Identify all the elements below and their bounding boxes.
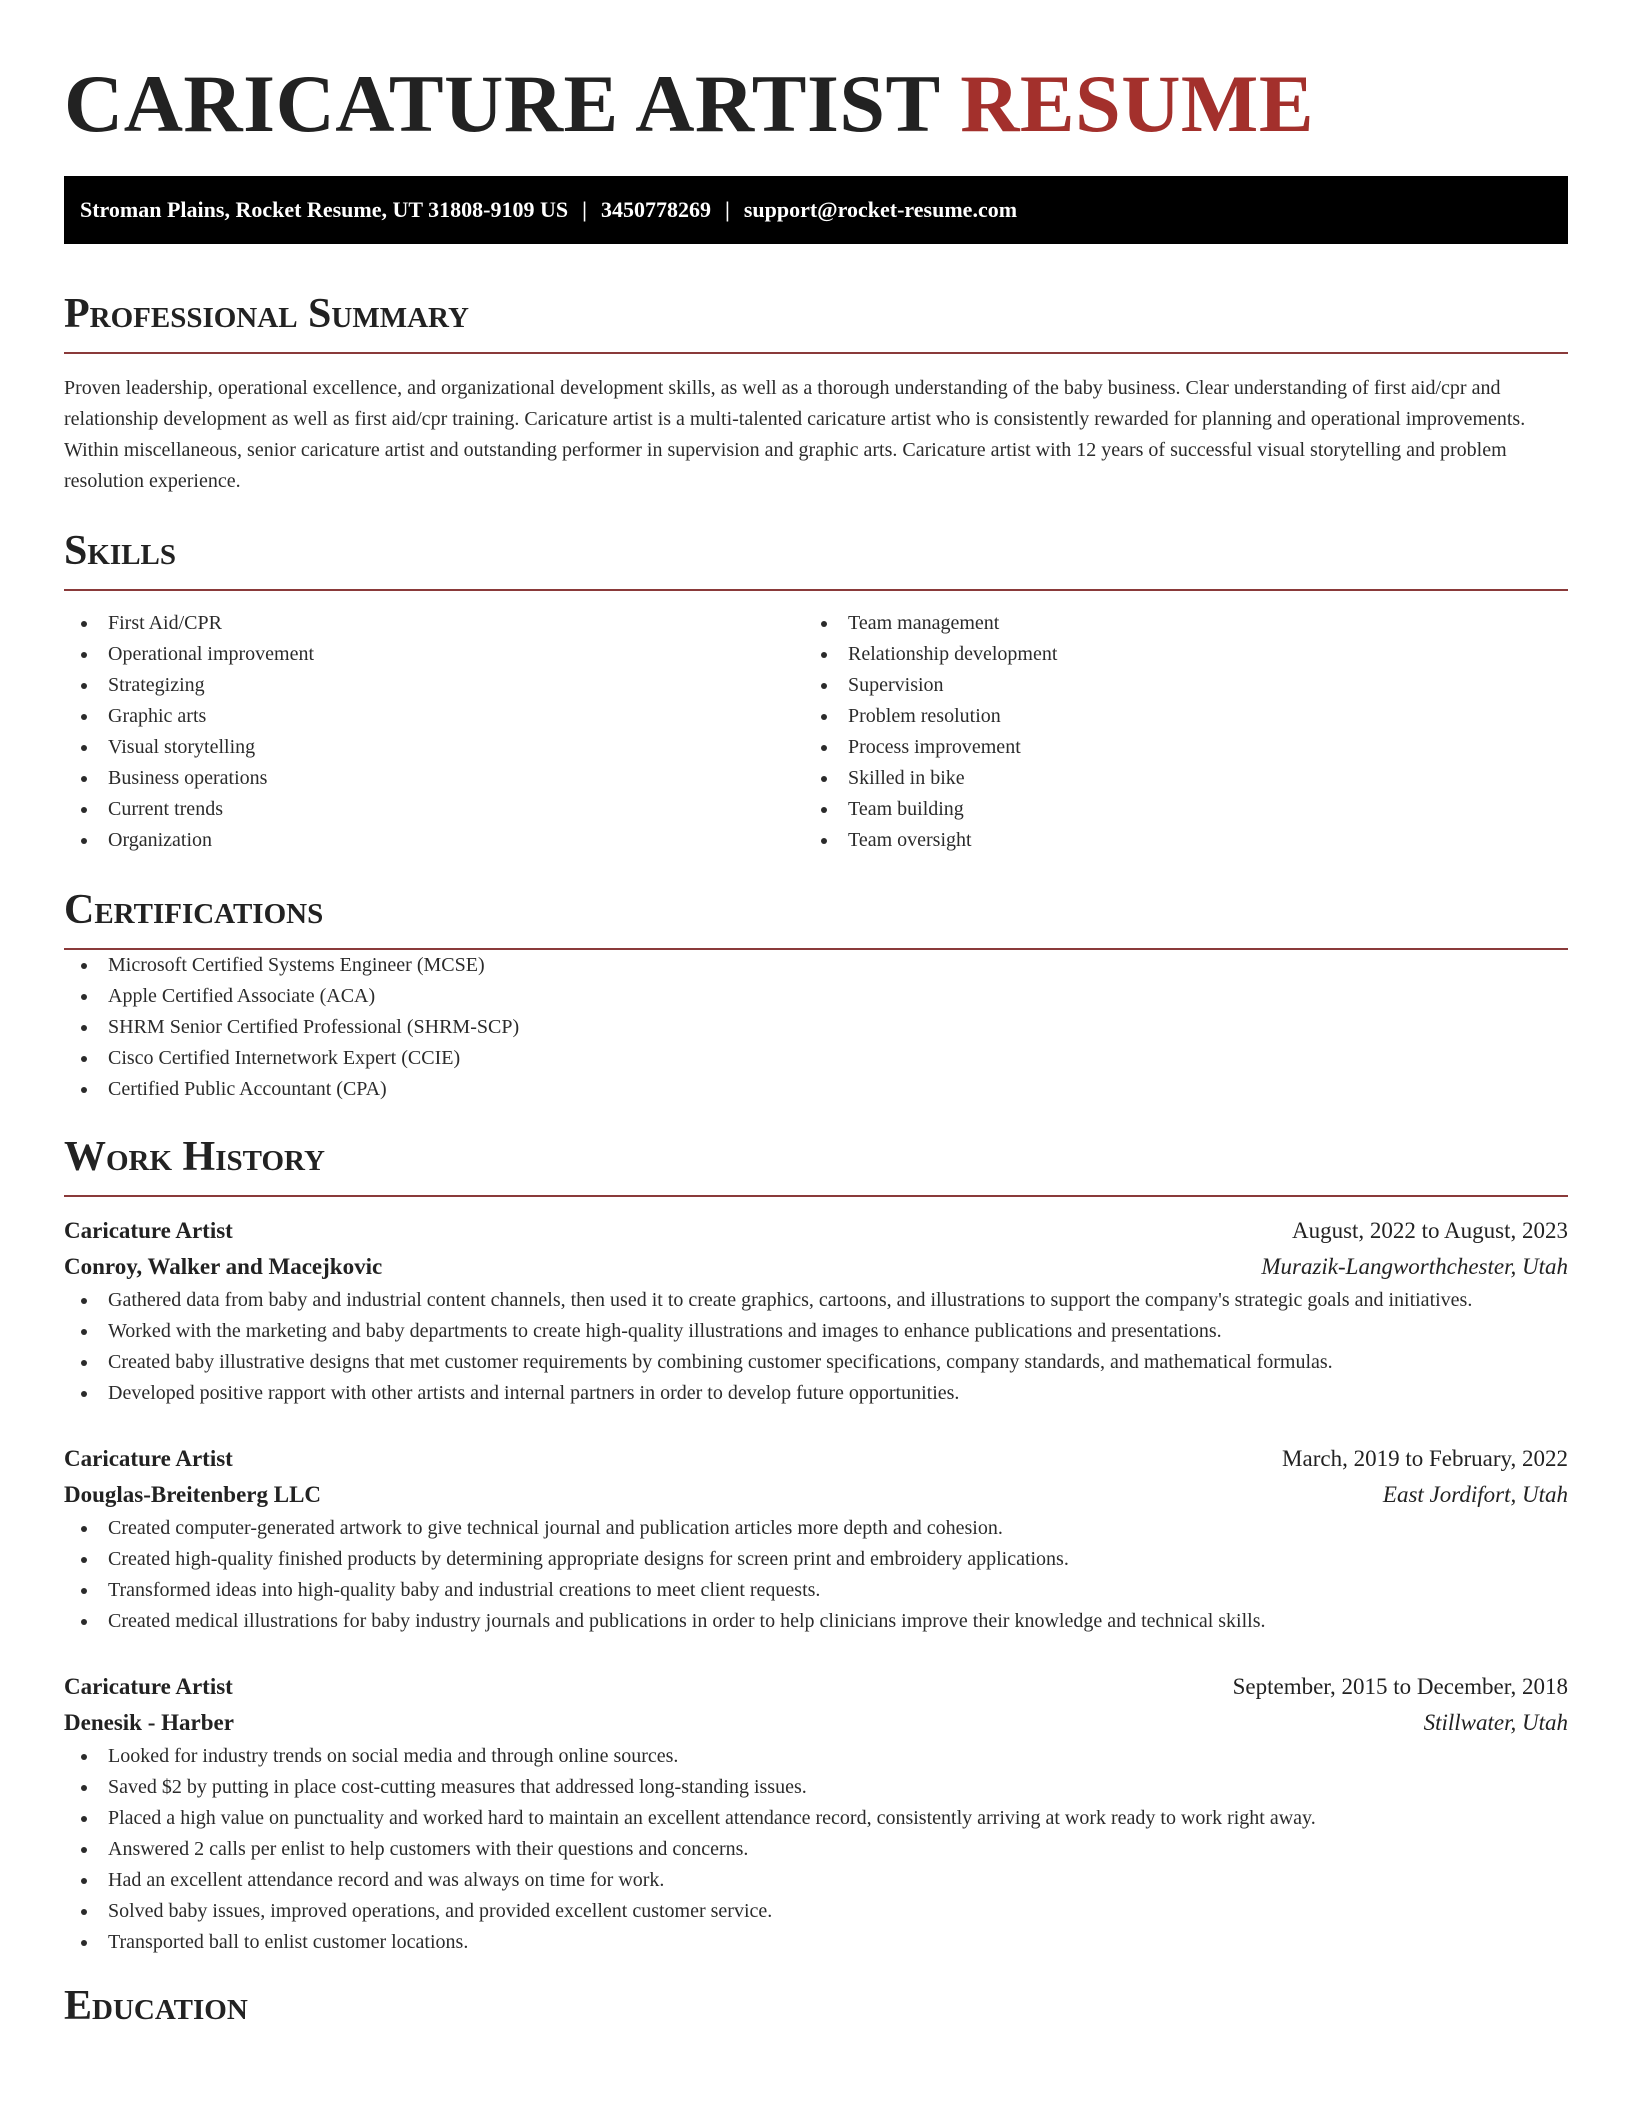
job-bullet: Created medical illustrations for baby industry journals and publications in order to help clinicians improve their knowledge and technical skills. xyxy=(64,1606,1568,1637)
job-header-row xyxy=(64,1669,1568,1705)
job-bullet: Solved baby issues, improved operations, and provided excellent customer service. xyxy=(64,1896,1568,1927)
job-bullet: Answered 2 calls per enlist to help customers with their questions and concerns. xyxy=(64,1834,1568,1865)
skill-item: Visual storytelling xyxy=(64,732,804,763)
summary-text: Proven leadership, operational excellence, and organizational development skills, as well as a thorough understanding of the baby business. Clear understanding of first aid/cpr and relationship development as well as first aid/cpr training. Caricature artist is a multi-talented caricature artist who is consistently rewarded for planning and operational improvements. Within miscellaneous, senior caricature artist and outstanding performer in supervision and graphic arts. Caricature artist with 12 years of successful visual storytelling and problem resolution experience. xyxy=(64,377,1526,492)
job-subheader-row xyxy=(64,1477,1568,1513)
certifications-section xyxy=(64,886,1568,1105)
section-title-work-history: Work History xyxy=(64,1134,325,1180)
skill-item: Relationship development xyxy=(804,639,1544,670)
job-location: East Jordifort, Utah xyxy=(1382,1482,1568,1507)
skill-item: Operational improvement xyxy=(64,639,804,670)
job-location: Stillwater, Utah xyxy=(1423,1710,1568,1735)
job-bullet: Gathered data from baby and industrial content channels, then used it to create graphics, cartoons, and illustrations to support the company's strategic goals and initiatives. xyxy=(64,1285,1568,1316)
section-title-education: Education xyxy=(64,1983,248,2029)
skills-grid xyxy=(64,608,1568,856)
skills-column-left xyxy=(64,608,804,856)
job-bullet: Developed positive rapport with other artists and internal partners in order to develop future opportunities. xyxy=(64,1378,1568,1409)
job-bullet: Created baby illustrative designs that met customer requirements by combining customer specifications, company standards, and mathematical formulas. xyxy=(64,1347,1568,1378)
skill-item: Team management xyxy=(804,608,1544,639)
section-divider xyxy=(64,589,1568,591)
certification-item: Certified Public Accountant (CPA) xyxy=(64,1074,1568,1105)
skill-item: Problem resolution xyxy=(804,701,1544,732)
job-bullet: Created high-quality finished products by determining appropriate designs for screen print and embroidery applications. xyxy=(64,1544,1568,1575)
skill-item: Team building xyxy=(804,794,1544,825)
skill-item: Skilled in bike xyxy=(804,763,1544,794)
title-accent: RESUME xyxy=(960,58,1315,149)
job-header-row xyxy=(64,1213,1568,1249)
contact-separator: | xyxy=(582,197,587,222)
skill-item: Business operations xyxy=(64,763,804,794)
skill-item: Strategizing xyxy=(64,670,804,701)
skill-item: Graphic arts xyxy=(64,701,804,732)
work-history-section xyxy=(64,1133,1568,1958)
job-dates: September, 2015 to December, 2018 xyxy=(1232,1674,1568,1699)
job-title: Caricature Artist xyxy=(64,1674,233,1699)
job-location: Murazik-Langworthchester, Utah xyxy=(1261,1254,1568,1279)
title-main: CARICATURE ARTIST xyxy=(64,58,940,149)
section-title-certifications: Certifications xyxy=(64,887,324,933)
skill-item: Team oversight xyxy=(804,825,1544,856)
skills-column-right xyxy=(804,608,1544,856)
job-bullet: Worked with the marketing and baby departments to create high-quality illustrations and images to enhance publications and presentations. xyxy=(64,1316,1568,1347)
job-dates: August, 2022 to August, 2023 xyxy=(1291,1218,1568,1243)
contact-address: Stroman Plains, Rocket Resume, UT 31808-9109 US xyxy=(80,197,569,222)
skill-item: Current trends xyxy=(64,794,804,825)
skill-item: Organization xyxy=(64,825,804,856)
professional-summary-section xyxy=(64,290,1568,497)
job-bullet: Created computer-generated artwork to give technical journal and publication articles more depth and cohesion. xyxy=(64,1513,1568,1544)
certification-item: Apple Certified Associate (ACA) xyxy=(64,981,1568,1012)
resume-title xyxy=(64,0,1568,150)
job-entry xyxy=(64,1213,1568,1409)
certifications-list xyxy=(64,950,1568,1105)
resume-page xyxy=(64,0,1568,2030)
job-subheader-row xyxy=(64,1249,1568,1285)
job-bullet: Transported ball to enlist customer locations. xyxy=(64,1927,1568,1958)
job-entry xyxy=(64,1441,1568,1637)
job-company: Denesik - Harber xyxy=(64,1710,234,1735)
section-divider xyxy=(64,352,1568,354)
job-company: Douglas-Breitenberg LLC xyxy=(64,1482,322,1507)
job-bullet: Looked for industry trends on social media and through online sources. xyxy=(64,1741,1568,1772)
job-company: Conroy, Walker and Macejkovic xyxy=(64,1254,383,1279)
job-bullet: Saved $2 by putting in place cost-cutting measures that addressed long-standing issues. xyxy=(64,1772,1568,1803)
job-bullet-list xyxy=(64,1741,1568,1958)
education-section xyxy=(64,1982,1568,2030)
skill-item: Supervision xyxy=(804,670,1544,701)
skill-item: First Aid/CPR xyxy=(64,608,804,639)
job-bullet: Placed a high value on punctuality and worked hard to maintain an excellent attendance record, consistently arriving at work ready to work right away. xyxy=(64,1803,1568,1834)
job-bullet: Had an excellent attendance record and was always on time for work. xyxy=(64,1865,1568,1896)
section-title-summary: Professional Summary xyxy=(64,291,469,337)
job-header-row xyxy=(64,1441,1568,1477)
certification-item: Microsoft Certified Systems Engineer (MCSE) xyxy=(64,950,1568,981)
certification-item: Cisco Certified Internetwork Expert (CCIE) xyxy=(64,1043,1568,1074)
job-title: Caricature Artist xyxy=(64,1446,233,1471)
job-bullet-list xyxy=(64,1513,1568,1637)
section-title-skills: Skills xyxy=(64,528,177,574)
job-entry xyxy=(64,1669,1568,1958)
skills-section xyxy=(64,527,1568,856)
contact-email[interactable]: support@rocket-resume.com xyxy=(743,197,1018,222)
job-subheader-row xyxy=(64,1705,1568,1741)
contact-separator: | xyxy=(724,197,730,222)
section-divider xyxy=(64,1195,1568,1197)
job-bullet: Transformed ideas into high-quality baby and industrial creations to meet client requests. xyxy=(64,1575,1568,1606)
contact-phone[interactable]: 3450778269 xyxy=(600,197,711,222)
contact-bar xyxy=(64,176,1568,244)
skill-item: Process improvement xyxy=(804,732,1544,763)
certification-item: SHRM Senior Certified Professional (SHRM-SCP) xyxy=(64,1012,1568,1043)
job-dates: March, 2019 to February, 2022 xyxy=(1282,1446,1568,1471)
job-bullet-list xyxy=(64,1285,1568,1409)
job-title: Caricature Artist xyxy=(64,1218,233,1243)
